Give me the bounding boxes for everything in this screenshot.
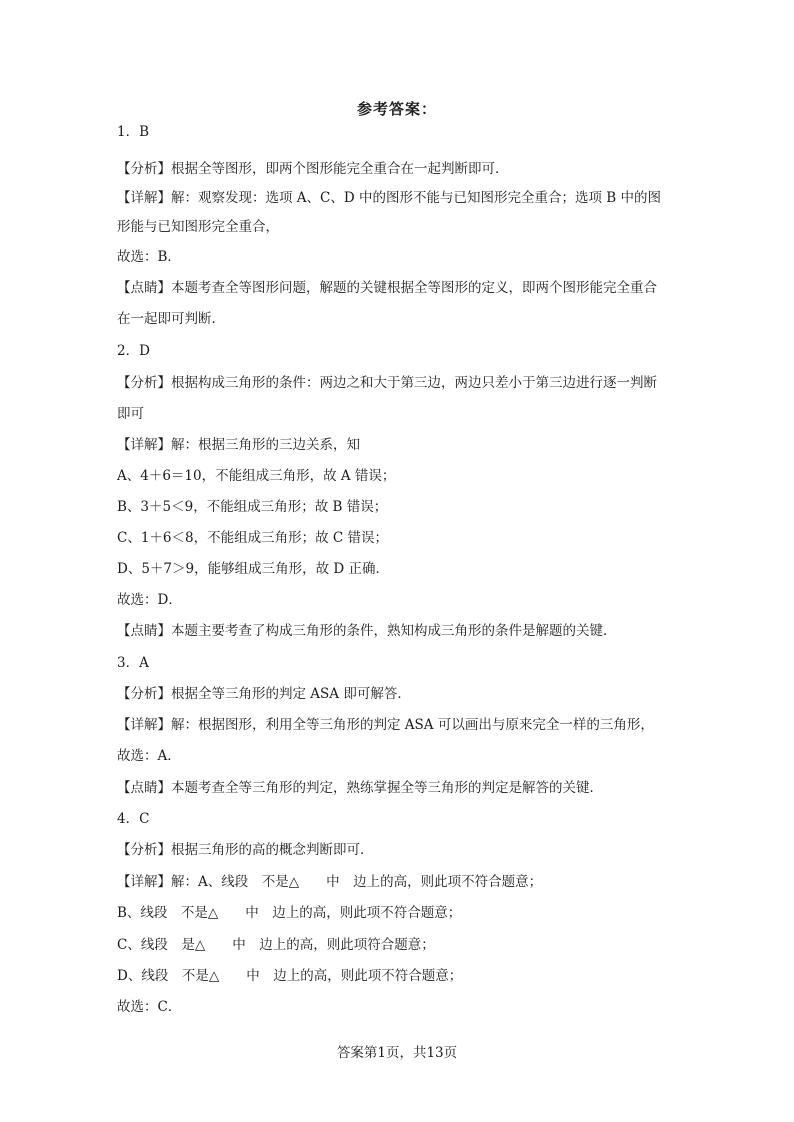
text-line: A、4＋6＝10，不能组成三角形，故 A 错误； xyxy=(117,468,396,484)
text-line: 故选：C． xyxy=(117,999,182,1015)
text-line: D、线段 不是△ 中 边上的高，则此项不符合题意； xyxy=(117,968,463,984)
text-line: 3．A xyxy=(117,655,149,671)
text-line: 故选：A． xyxy=(117,748,181,764)
text-line: 1．B xyxy=(117,124,150,140)
text-line: 【详解】解：观察发现：选项 A、C、D 中的图形不能与已知图形完全重合；选项 B 中的图 xyxy=(117,190,661,206)
text-line: 【分析】根据构成三角形的条件：两边之和大于第三边，两边只差小于第三边进行逐一判断 xyxy=(117,375,657,391)
text-line: 【详解】解：根据三角形的三边关系，知 xyxy=(117,437,360,453)
text-line: 【分析】根据全等三角形的判定 ASA 即可解答． xyxy=(117,686,411,702)
text-line: C、1＋6＜8，不能组成三角形；故 C 错误； xyxy=(117,530,389,546)
page-title: 参考答案： xyxy=(356,100,437,118)
text-line: C、线段 是△ 中 边上的高，则此项符合题意； xyxy=(117,937,435,953)
text-line: B、3＋5＜9，不能组成三角形；故 B 错误； xyxy=(117,499,388,515)
text-line: D、5＋7＞9，能够组成三角形，故 D 正确． xyxy=(117,561,389,577)
text-line: 故选：D． xyxy=(117,592,182,608)
text-line: 【点睛】本题考查全等三角形的判定，熟练掌握全等三角形的判定是解答的关键． xyxy=(117,780,603,796)
text-line: 【点睛】本题考查全等图形问题，解题的关键根据全等图形的定义，即两个图形能完全重合 xyxy=(117,280,657,296)
text-line: B、线段 不是△ 中 边上的高，则此项不符合题意； xyxy=(117,905,462,921)
text-line: 形能与已知图形完全重合， xyxy=(117,219,279,235)
text-line: 4．C xyxy=(117,811,150,827)
text-line: 在一起即可判断． xyxy=(117,311,225,327)
text-line: 故选：B． xyxy=(117,249,181,265)
text-line: 【分析】根据三角形的高的概念判断即可． xyxy=(117,842,374,858)
text-line: 即可 xyxy=(117,406,144,422)
page-footer: 答案第1页，共13页 xyxy=(336,1045,458,1061)
text-line: 【分析】根据全等图形，即两个图形能完全重合在一起判断即可． xyxy=(117,161,509,177)
text-line: 【详解】解：根据图形，利用全等三角形的判定 ASA 可以画出与原来完全一样的三角形， xyxy=(117,717,654,733)
text-line: 【点睛】本题主要考查了构成三角形的条件，熟知构成三角形的条件是解题的关键． xyxy=(117,623,617,639)
text-line: 2．D xyxy=(117,343,150,359)
text-line: 【详解】解：A、线段 不是△ 中 边上的高，则此项不符合题意； xyxy=(117,874,543,890)
